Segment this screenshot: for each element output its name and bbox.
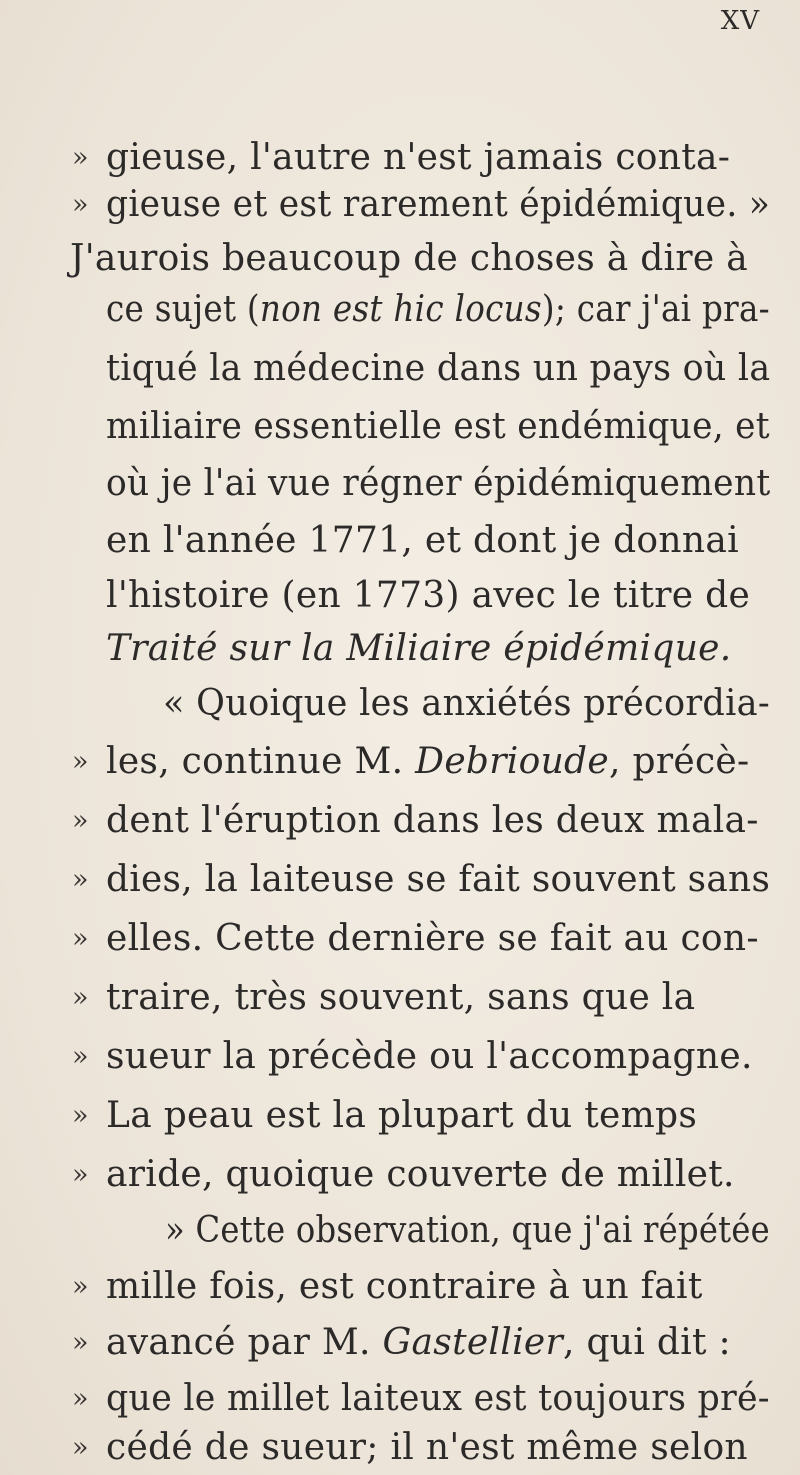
- line-text: elles. Cette dernière se fait au con-: [106, 918, 759, 959]
- line-text: miliaire essentielle est endémique, et: [106, 406, 770, 447]
- continuation-quote-mark: »: [72, 923, 89, 954]
- line-text: La peau est la plupart du temps: [106, 1095, 698, 1136]
- continuation-quote-mark: »: [72, 1100, 89, 1131]
- line-text: dies, la laiteuse se fait souvent sans: [106, 859, 771, 900]
- continuation-quote-mark: »: [72, 1327, 89, 1358]
- line-text: gieuse, l'autre n'est jamais conta-: [106, 137, 731, 178]
- continuation-quote-mark: »: [72, 746, 89, 777]
- line-text: gieuse et est rarement épidémique. »: [106, 184, 771, 225]
- author-name: Gastellier: [382, 1322, 563, 1363]
- line-text: J'aurois beaucoup de choses à dire à: [70, 238, 748, 279]
- latin-phrase: non est hic locus: [259, 289, 542, 330]
- continuation-quote-mark: »: [72, 864, 89, 895]
- line-text: que le millet laiteux est toujours pré-: [106, 1378, 770, 1419]
- continuation-quote-mark: »: [72, 1041, 89, 1072]
- book-title: Traité sur la Miliaire épidémique.: [106, 628, 732, 669]
- line-text: tiqué la médecine dans un pays où la: [106, 348, 771, 389]
- continuation-quote-mark: »: [72, 982, 89, 1013]
- continuation-quote-mark: »: [72, 142, 89, 173]
- line-text: où je l'ai vue régner épidémiquement: [106, 463, 771, 504]
- continuation-quote-mark: »: [72, 1159, 89, 1190]
- author-name: Debrioude: [415, 741, 610, 782]
- continuation-quote-mark: »: [72, 189, 89, 220]
- line-text: » Cette observation, que j'ai répétée: [165, 1210, 771, 1251]
- line-text: avancé par M. Gastellier, qui dit :: [106, 1322, 731, 1363]
- line-text: cédé de sueur; il n'est même selon: [106, 1427, 748, 1468]
- line-text: dent l'éruption dans les deux mala-: [106, 800, 759, 841]
- line-text: ce sujet (non est hic locus); car j'ai pra-: [106, 289, 770, 330]
- line-text: l'histoire (en 1773) avec le titre de: [106, 575, 751, 616]
- continuation-quote-mark: »: [72, 1432, 89, 1463]
- line-text: les, continue M. Debrioude, précè-: [106, 741, 750, 782]
- line-text: traire, très souvent, sans que la: [106, 977, 696, 1018]
- continuation-quote-mark: »: [72, 805, 89, 836]
- continuation-quote-mark: »: [72, 1383, 89, 1414]
- line-text: « Quoique les anxiétés précordia-: [163, 683, 771, 724]
- line-text: en l'année 1771, et dont je donnai: [106, 520, 739, 561]
- line-text: aride, quoique couverte de millet.: [106, 1154, 735, 1195]
- line-text: mille fois, est contraire à un fait: [106, 1266, 703, 1307]
- page-number: XV: [720, 6, 760, 36]
- continuation-quote-mark: »: [72, 1271, 89, 1302]
- line-text: sueur la précède ou l'accompagne.: [106, 1036, 753, 1077]
